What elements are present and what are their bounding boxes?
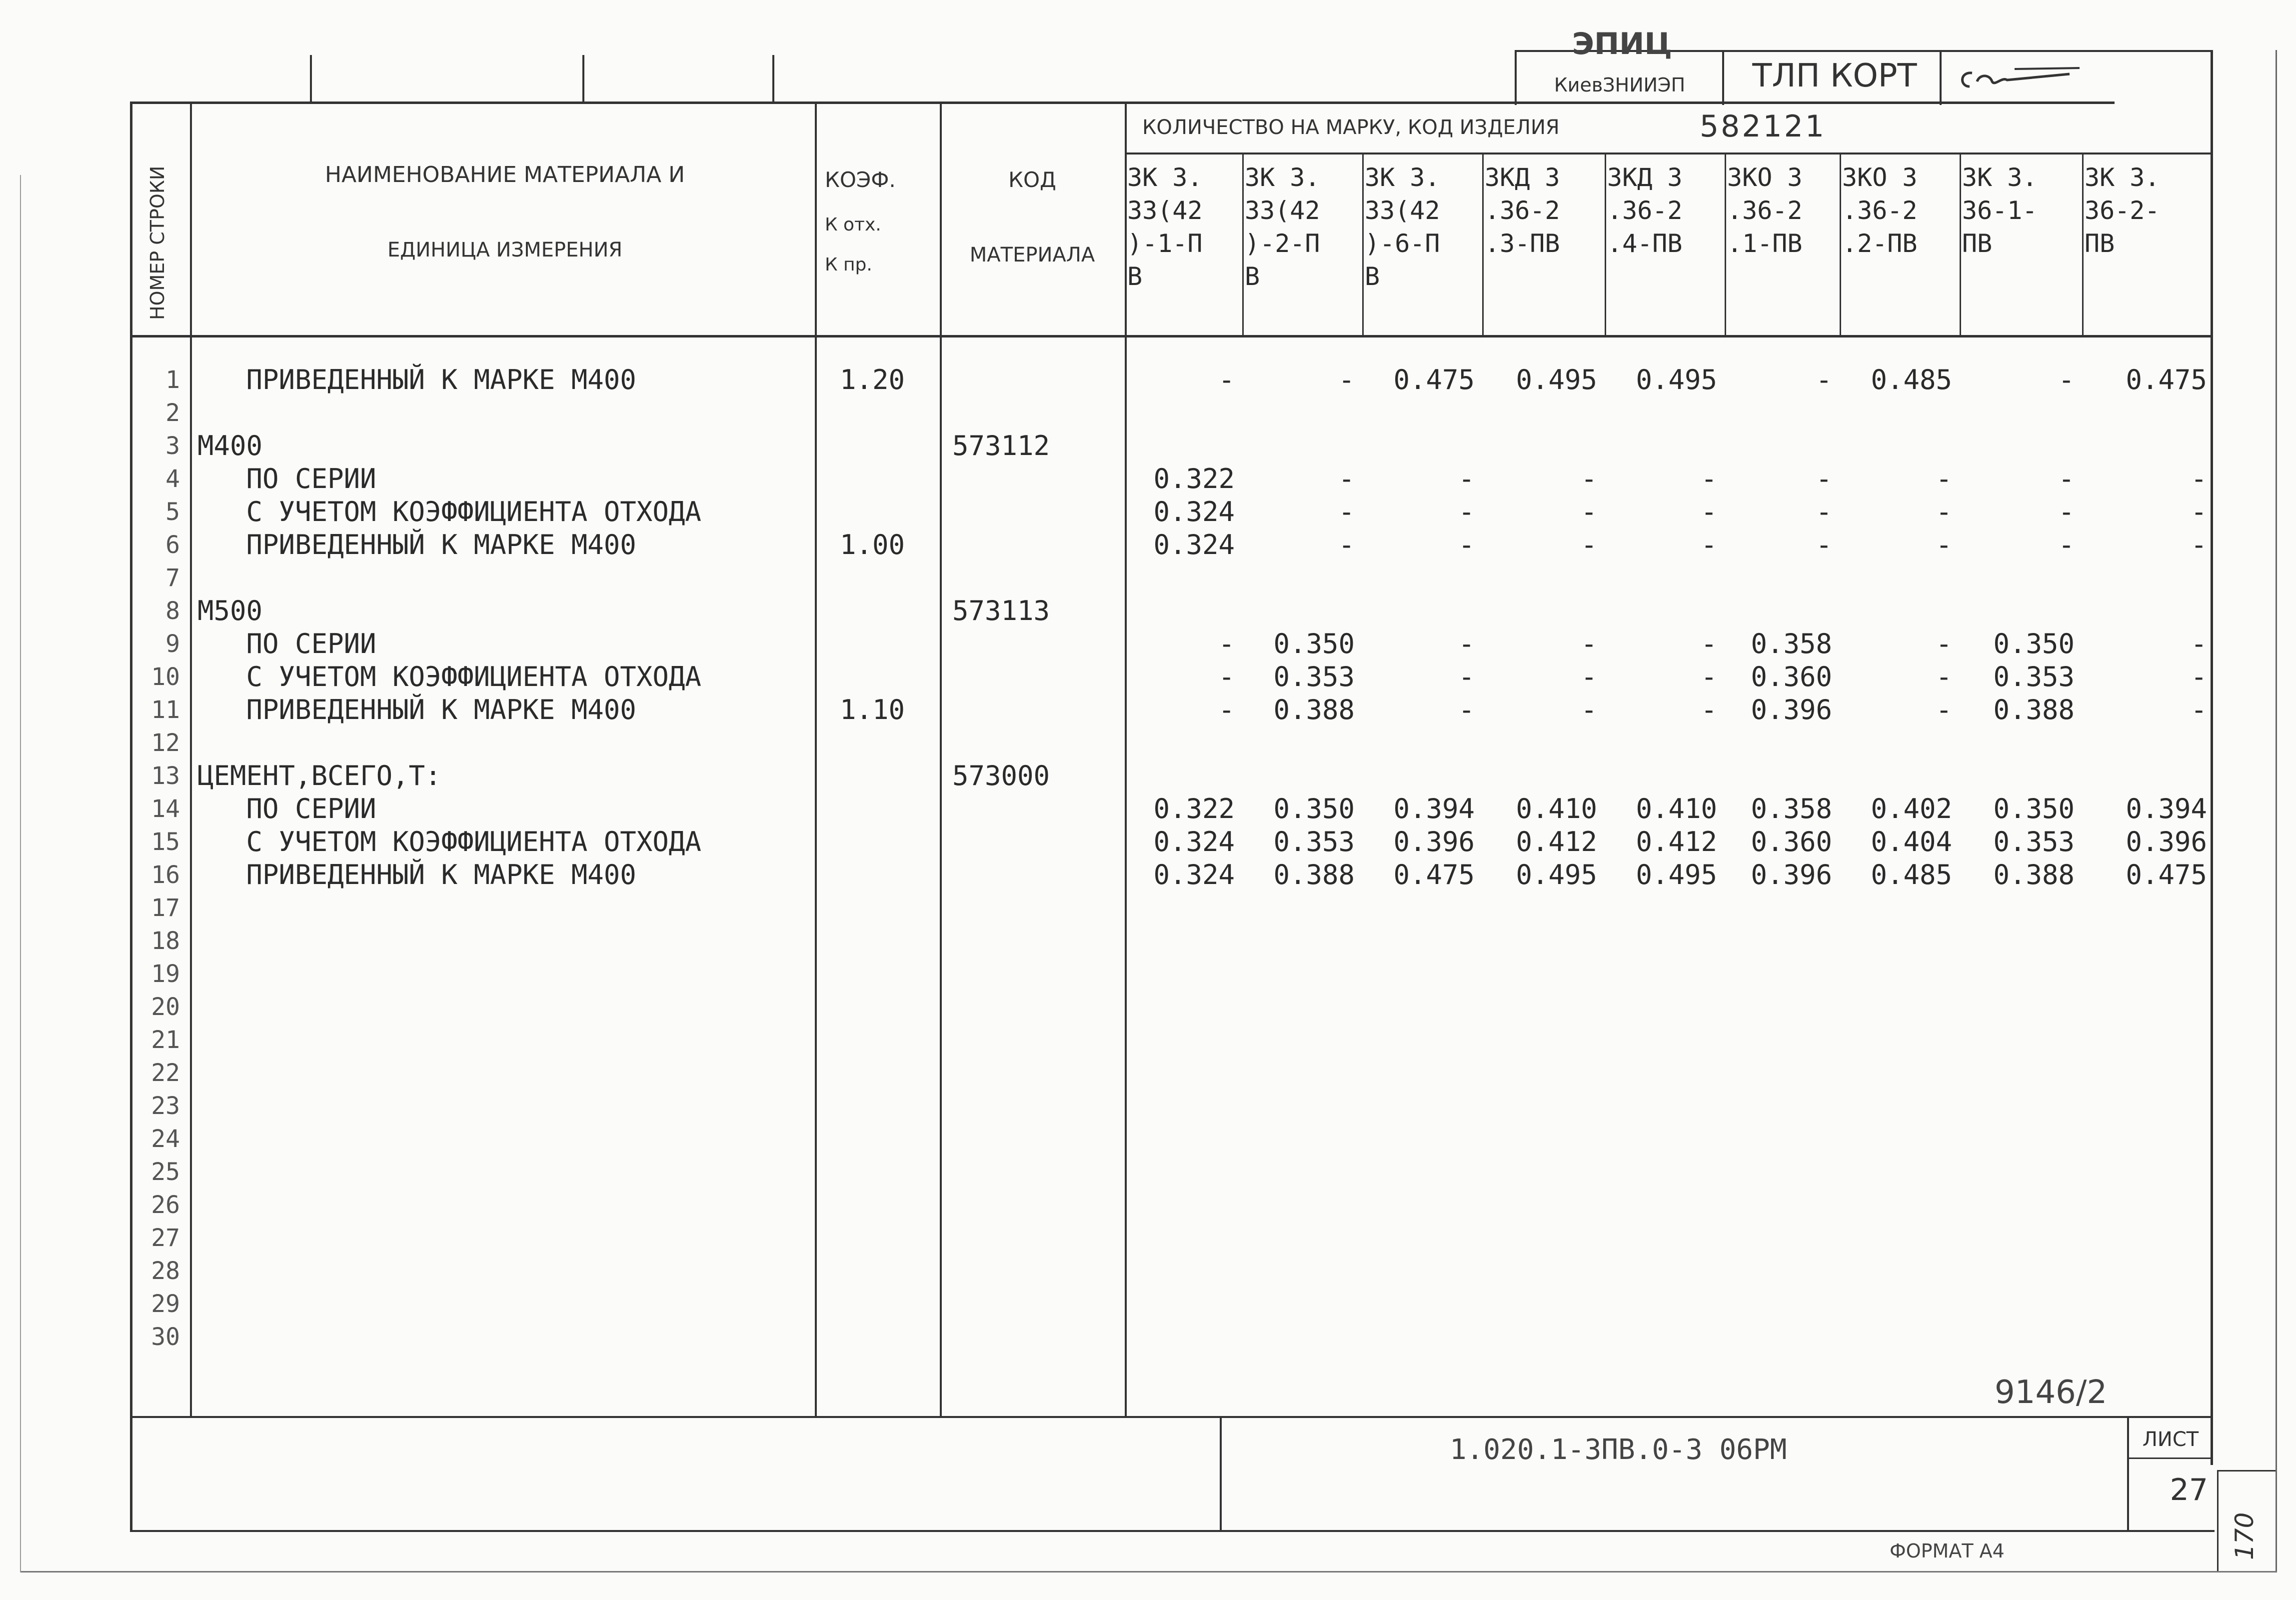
material-name-header-line1: НАИМЕНОВАНИЕ МАТЕРИАЛА И	[324, 162, 685, 188]
product-column-header-line: 3К 3.	[1127, 163, 1203, 192]
top-tick-3	[772, 55, 774, 102]
col-line-v2	[1362, 152, 1364, 335]
product-column-header-line: 3КД 3	[1607, 163, 1683, 192]
quantity-value: 0.495	[1636, 859, 1717, 890]
product-column-header-line: В	[1127, 262, 1143, 291]
row-number-header: НОМЕР СТРОКИ	[146, 166, 168, 320]
row-number: 22	[151, 1059, 180, 1087]
quantity-value: 0.394	[1393, 793, 1475, 824]
material-code: 573113	[952, 595, 1050, 626]
quantity-value: 0.396	[1751, 859, 1832, 890]
row-number: 24	[151, 1125, 180, 1153]
quantity-value: 0.388	[1993, 694, 2075, 726]
col-line-name	[815, 104, 817, 1416]
quantity-value: 0.388	[1273, 694, 1355, 726]
quantity-value: 0.350	[1273, 793, 1355, 824]
quantity-value: -	[1338, 496, 1355, 528]
quantity-value: -	[1581, 628, 1597, 660]
quantity-value: 0.475	[1393, 364, 1475, 396]
coefficient: 1.20	[840, 364, 905, 396]
quantity-value: 0.475	[2126, 364, 2207, 396]
stamp-divider-3	[1940, 50, 1942, 105]
coef-header-line1: КОЭФ.	[825, 168, 896, 192]
material-code: 573112	[952, 430, 1050, 462]
quantity-value: -	[1338, 364, 1355, 396]
material-name: ПРИВЕДЕННЫЙ К МАРКЕ М400	[197, 694, 636, 726]
inventory-number: 9146/2	[1995, 1374, 2108, 1411]
footer-divider	[1220, 1418, 1222, 1530]
row-number: 20	[151, 993, 180, 1021]
quantity-value: -	[1338, 463, 1355, 494]
row-number: 10	[151, 663, 180, 691]
row-number: 15	[151, 828, 180, 856]
coef-header-line2: К отх.	[825, 214, 881, 235]
product-column-header-line: 33(42	[1365, 196, 1440, 225]
side-number: 170	[2230, 1512, 2259, 1560]
quantity-value: -	[1581, 496, 1597, 528]
row-number: 13	[151, 762, 180, 790]
quantity-value: 0.410	[1516, 793, 1597, 824]
material-name: М400	[197, 430, 263, 462]
quantity-value: -	[2191, 529, 2207, 560]
row-number: 29	[151, 1290, 180, 1318]
quantity-value: 0.388	[1993, 859, 2075, 890]
quantity-value: 0.353	[1273, 661, 1355, 692]
quantity-value: -	[2191, 661, 2207, 692]
quantity-value: -	[1936, 628, 1952, 660]
quantity-value: 0.396	[1393, 826, 1475, 858]
product-column-header-line: .36-2	[1485, 196, 1560, 225]
quantity-value: -	[2058, 529, 2075, 560]
product-column-header-line: )-6-П	[1365, 229, 1440, 258]
product-column-header-line: 3К 3.	[1962, 163, 2038, 192]
quantity-value: 0.358	[1751, 793, 1832, 824]
stamp-divider-1	[1515, 50, 1517, 105]
product-column-header-line: 3КД 3	[1485, 163, 1560, 192]
quantity-value: -	[2191, 694, 2207, 726]
sheet-number: 27	[2170, 1472, 2208, 1508]
side-box-right	[2276, 50, 2277, 1572]
product-column-header-line: .36-2	[1842, 196, 1918, 225]
product-column-header-line: .36-2	[1607, 196, 1683, 225]
material-code: 573000	[952, 760, 1050, 792]
quantity-value: -	[1816, 463, 1832, 494]
row-number: 6	[165, 531, 180, 559]
col-line-v1	[1242, 152, 1244, 335]
product-code: 582121	[1700, 109, 1827, 144]
material-name: ЦЕМЕНТ,ВСЕГО,Т:	[197, 760, 441, 792]
material-name: С УЧЕТОМ КОЭФФИЦИЕНТА ОТХОДА	[197, 496, 701, 528]
quantity-value: 0.353	[1993, 661, 2075, 692]
quantity-value: 0.353	[1273, 826, 1355, 858]
quantity-value: -	[1936, 496, 1952, 528]
quantity-value: -	[1458, 628, 1475, 660]
row-number: 7	[165, 564, 180, 592]
top-tick-2	[582, 55, 584, 102]
material-name: ПО СЕРИИ	[197, 628, 376, 660]
format-label: ФОРМАТ А4	[1890, 1540, 2005, 1562]
quantity-value: -	[1936, 661, 1952, 692]
product-column-header-line: В	[1245, 262, 1260, 291]
quantity-value: -	[1936, 463, 1952, 494]
code-header-line2: МАТЕРИАЛА	[969, 244, 1095, 266]
row-number: 28	[151, 1257, 180, 1285]
quantity-value: 0.353	[1993, 826, 2075, 858]
row-number: 23	[151, 1092, 180, 1120]
side-box-left	[2217, 1470, 2219, 1572]
material-name: ПРИВЕДЕННЫЙ К МАРКЕ М400	[197, 364, 636, 396]
row-number: 25	[151, 1158, 180, 1186]
product-column-header-line: В	[1365, 262, 1380, 291]
quantity-value: 0.350	[1993, 793, 2075, 824]
quantity-value: -	[1458, 463, 1475, 494]
quantity-value: -	[1218, 694, 1235, 726]
product-column-header-line: 3К 3.	[1245, 163, 1320, 192]
col-line-coef	[940, 104, 942, 1416]
material-name: С УЧЕТОМ КОЭФФИЦИЕНТА ОТХОДА	[197, 661, 701, 692]
quantity-value: 0.396	[1751, 694, 1832, 726]
quantity-value: -	[1218, 364, 1235, 396]
quantity-value: -	[1581, 529, 1597, 560]
product-column-header-line: 3К 3.	[1365, 163, 1440, 192]
row-number: 3	[165, 432, 180, 460]
row-number: 21	[151, 1026, 180, 1054]
quantity-value: 0.485	[1871, 364, 1952, 396]
frame-right-border	[2211, 50, 2213, 1465]
col-line-v8	[2082, 152, 2084, 335]
quantity-value: -	[1701, 529, 1717, 560]
quantity-value: -	[1701, 628, 1717, 660]
product-column-header-line: 33(42	[1127, 196, 1203, 225]
row-number: 16	[151, 861, 180, 889]
quantity-value: -	[1816, 364, 1832, 396]
row-number: 4	[165, 465, 180, 493]
side-box-bottom	[20, 1571, 2277, 1572]
quantity-value: -	[2191, 463, 2207, 494]
quantity-value: -	[1816, 496, 1832, 528]
row-number: 1	[165, 366, 180, 394]
row-number: 8	[165, 597, 180, 625]
row-number: 17	[151, 894, 180, 922]
product-column-header-line: )-1-П	[1127, 229, 1203, 258]
table-bottom-line	[130, 1416, 2213, 1418]
side-box-top	[2217, 1470, 2277, 1472]
header-bottom-line	[130, 335, 2213, 338]
quantity-value: -	[1936, 529, 1952, 560]
quantity-value: -	[1581, 661, 1597, 692]
quantity-value: -	[1338, 529, 1355, 560]
quantity-value: 0.412	[1636, 826, 1717, 858]
coefficient: 1.10	[840, 694, 905, 726]
material-name: С УЧЕТОМ КОЭФФИЦИЕНТА ОТХОДА	[197, 826, 701, 858]
stamp-institute: КиевЗНИИЭП	[1554, 74, 1686, 96]
product-column-header-line: .4-ПВ	[1607, 229, 1683, 258]
row-number: 19	[151, 960, 180, 988]
product-column-header-line: .1-ПВ	[1727, 229, 1803, 258]
product-column-header-line: 36-2-	[2085, 196, 2160, 225]
quantity-value: -	[2058, 364, 2075, 396]
quantity-value: 0.394	[2126, 793, 2207, 824]
footer-sheet-divider	[2127, 1418, 2129, 1530]
quantity-value: -	[2058, 463, 2075, 494]
row-number: 2	[165, 399, 180, 427]
qty-title-underline	[1125, 152, 2213, 154]
row-number: 12	[151, 729, 180, 757]
quantity-value: 0.388	[1273, 859, 1355, 890]
quantity-value: -	[1218, 661, 1235, 692]
quantity-value: 0.495	[1516, 364, 1597, 396]
stamp-institute-top: ЭПИЦ	[1572, 26, 1673, 62]
quantity-value: 0.324	[1153, 859, 1235, 890]
frame-bottom-border	[130, 1530, 2215, 1532]
col-line-v7	[1960, 152, 1961, 335]
quantity-value: -	[2191, 496, 2207, 528]
row-number: 9	[165, 630, 180, 658]
quantity-value: -	[1816, 529, 1832, 560]
col-line-v3	[1482, 152, 1484, 335]
quantity-value: 0.324	[1153, 826, 1235, 858]
quantity-value: 0.350	[1993, 628, 2075, 660]
stamp-project: ТЛП КОРТ	[1752, 58, 1917, 94]
stamp-signature	[1950, 59, 2100, 99]
product-column-header-line: .2-ПВ	[1842, 229, 1918, 258]
quantity-value: -	[1701, 496, 1717, 528]
col-line-v5	[1725, 152, 1726, 335]
row-number: 18	[151, 927, 180, 955]
sheet-label: ЛИСТ	[2142, 1428, 2199, 1451]
quantity-value: -	[1581, 694, 1597, 726]
quantity-value: 0.324	[1153, 496, 1235, 528]
product-column-header-line: )-2-П	[1245, 229, 1320, 258]
top-tick-1	[310, 55, 312, 102]
product-column-header-line: 3К 3.	[2085, 163, 2160, 192]
quantity-value: 0.475	[1393, 859, 1475, 890]
row-number: 30	[151, 1323, 180, 1351]
frame-top-border	[130, 102, 2115, 104]
coefficient: 1.00	[840, 529, 905, 560]
quantity-value: 0.485	[1871, 859, 1952, 890]
code-header-line1: КОД	[1008, 168, 1056, 192]
quantity-value: -	[1458, 694, 1475, 726]
product-column-header-line: ПВ	[2085, 229, 2115, 258]
product-column-header-line: 33(42	[1245, 196, 1320, 225]
quantity-value: -	[1701, 463, 1717, 494]
material-name: ПО СЕРИИ	[197, 463, 376, 494]
row-number: 14	[151, 795, 180, 823]
quantity-value: -	[1936, 694, 1952, 726]
quantity-value: 0.350	[1273, 628, 1355, 660]
quantity-value: 0.412	[1516, 826, 1597, 858]
quantity-value: -	[2191, 628, 2207, 660]
product-column-header-line: .3-ПВ	[1485, 229, 1560, 258]
quantity-value: 0.495	[1516, 859, 1597, 890]
quantity-value: -	[2058, 496, 2075, 528]
quantity-value: 0.322	[1153, 463, 1235, 494]
row-number: 26	[151, 1191, 180, 1219]
stamp-divider-2	[1722, 50, 1724, 105]
col-line-v4	[1605, 152, 1606, 335]
quantity-value: 0.475	[2126, 859, 2207, 890]
quantity-value: 0.404	[1871, 826, 1952, 858]
quantity-value: 0.360	[1751, 661, 1832, 692]
row-number: 27	[151, 1224, 180, 1252]
quantity-value: -	[1701, 661, 1717, 692]
quantity-value: 0.410	[1636, 793, 1717, 824]
row-number: 5	[165, 498, 180, 526]
document-designation: 1.020.1-3ПВ.0-3 06РМ	[1450, 1434, 1787, 1466]
quantity-value: 0.360	[1751, 826, 1832, 858]
quantity-value: 0.495	[1636, 364, 1717, 396]
product-column-header-line: 3КО 3	[1842, 163, 1918, 192]
product-column-header-line: 3КО 3	[1727, 163, 1803, 192]
quantity-value: -	[1218, 628, 1235, 660]
col-line-v6	[1840, 152, 1841, 335]
quantity-value: -	[1458, 529, 1475, 560]
material-name: ПРИВЕДЕННЫЙ К МАРКЕ М400	[197, 529, 636, 560]
left-edge-line	[20, 175, 21, 1572]
material-name-header-line2: ЕДИНИЦА ИЗМЕРЕНИЯ	[387, 238, 623, 262]
col-line-rownum	[190, 104, 192, 1416]
quantity-value: -	[1458, 661, 1475, 692]
material-name: ПРИВЕДЕННЫЙ К МАРКЕ М400	[197, 859, 636, 890]
product-column-header-line: ПВ	[1962, 229, 1993, 258]
quantity-value: 0.396	[2126, 826, 2207, 858]
product-column-header-line: .36-2	[1727, 196, 1803, 225]
quantity-value: 0.322	[1153, 793, 1235, 824]
quantity-value: 0.358	[1751, 628, 1832, 660]
qty-title: КОЛИЧЕСТВО НА МАРКУ, КОД ИЗДЕЛИЯ	[1142, 116, 1560, 139]
coef-header-line3: К пр.	[825, 254, 872, 275]
quantity-value: 0.402	[1871, 793, 1952, 824]
material-name: М500	[197, 595, 263, 626]
product-column-header-line: 36-1-	[1962, 196, 2038, 225]
quantity-value: 0.324	[1153, 529, 1235, 560]
quantity-value: -	[1701, 694, 1717, 726]
quantity-value: -	[1581, 463, 1597, 494]
row-number: 11	[151, 696, 180, 724]
material-name: ПО СЕРИИ	[197, 793, 376, 824]
footer-sheet-line	[2127, 1458, 2213, 1459]
col-line-code	[1125, 104, 1127, 1416]
quantity-value: -	[1458, 496, 1475, 528]
